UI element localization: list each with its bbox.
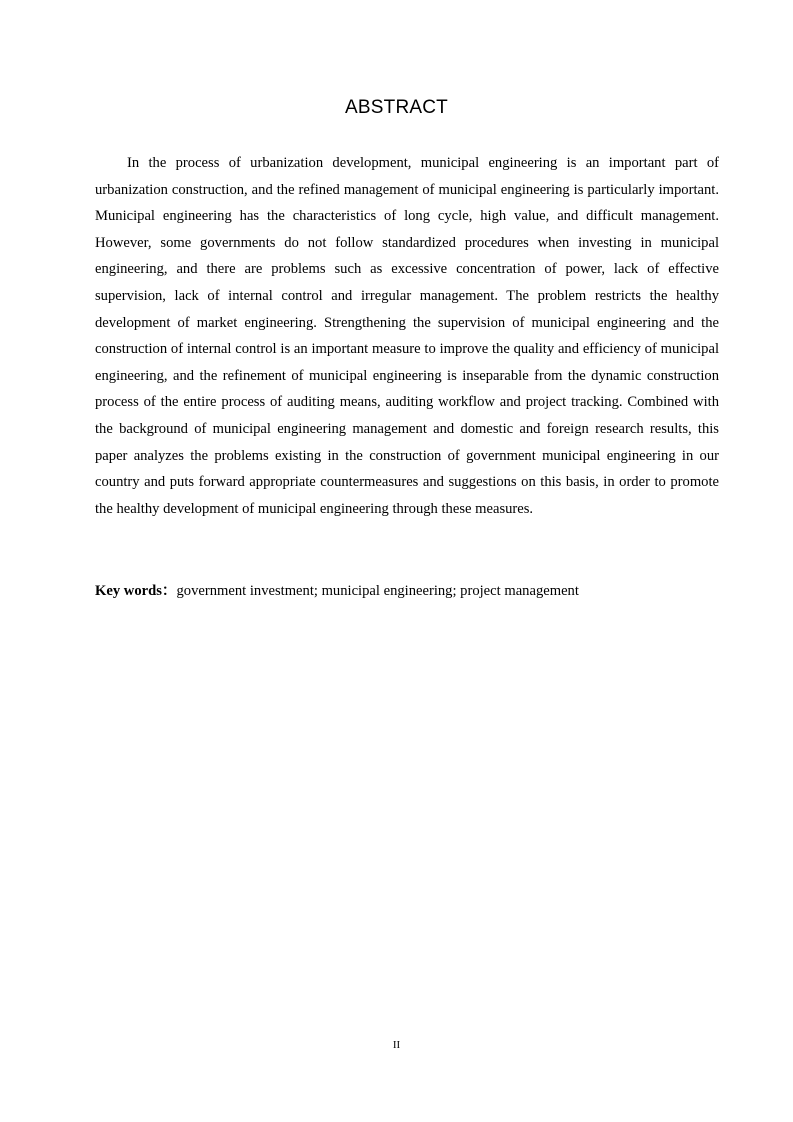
keywords-text: government investment; municipal engineering; project management [176, 583, 579, 599]
abstract-title: ABSTRACT [345, 97, 448, 118]
abstract-body: In the process of urbanization development, municipal engineering is an important part of urbanization construction, and the refined management of municipal engineering is particularly important. Municipal engineering has the characteristics of long cycle, high value, and difficult management. However, some governments do not follow standardized procedures when investing in municipal engineering, and there are problems such as excessive concentration of power, lack of effective supervision, lack of internal control and irregular management. The problem restricts the healthy development of market engineering. Strengthening the supervision of municipal engineering and the construction of internal control is an important measure to improve the quality and efficiency of municipal engineering, and the refinement of municipal engineering is inseparable from the dynamic construction process of the entire process of auditing means, auditing workflow and project tracking. Combined with the background of municipal engineering management and domestic and foreign research results, this paper analyzes the problems existing in the construction of government municipal engineering in our country and puts forward appropriate countermeasures and suggestions on this basis, in order to promote the healthy development of municipal engineering through these measures. [95, 155, 719, 517]
keywords-line [95, 578, 719, 604]
keywords-label: Key words： [95, 583, 177, 599]
page-number: II [392, 1039, 401, 1051]
